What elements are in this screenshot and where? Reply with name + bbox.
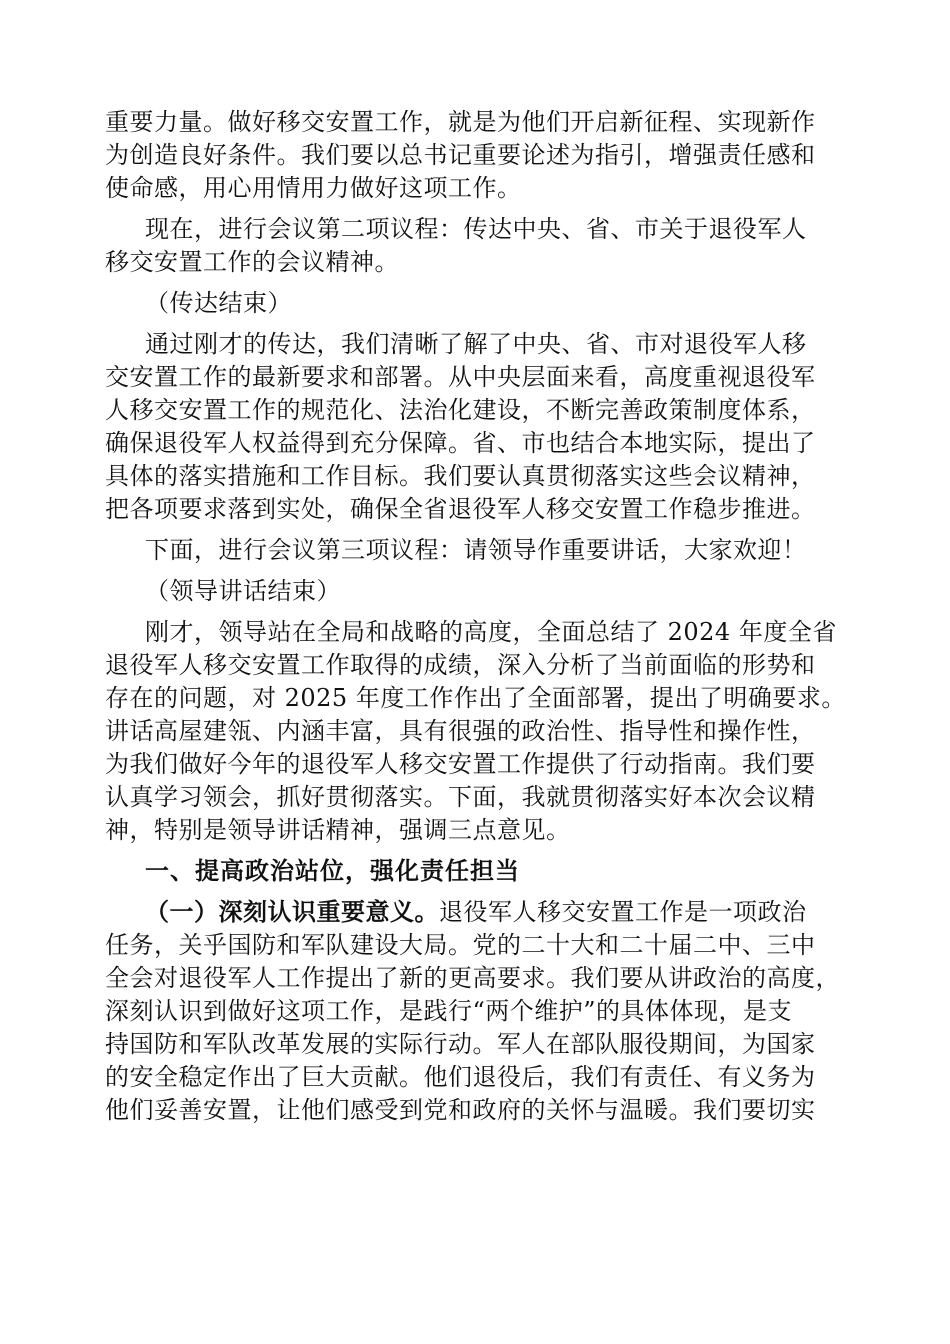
text-line: 交安置工作的最新要求和部署。从中央层面来看，高度重视退役军 [105,363,816,391]
text-run: 退役军人移交安置工作是一项政治 [439,898,807,926]
stage-note-text: （领导讲话结束） [145,577,341,605]
paragraph-2 [105,213,847,279]
text-line: 把各项要求落到实处，确保全省退役军人移交安置工作稳步推进。 [105,495,816,523]
text-line: 下面，进行会议第三项议程：请领导作重要讲话，大家欢迎！ [145,536,807,564]
text-line: 存在的问题，对 2025 年度工作作出了全面部署，提出了明确要求。 [105,684,846,712]
stage-note-2 [105,575,847,608]
text-line: 现在，进行会议第二项议程：传达中央、省、市关于退役军人 [145,215,807,243]
text-line: 人移交安置工作的规范化、法治化建设，不断完善政策制度体系， [105,396,816,424]
text-line: 神，特别是领导讲话精神，强调三点意见。 [105,816,571,844]
section-heading-1 [105,855,847,888]
text-line: 为我们做好今年的退役军人移交安置工作提供了行动指南。我们要 [105,750,816,778]
subheading-lead: （一）深刻认识重要意义。 [145,898,439,926]
text-line: 他们妥善安置，让他们感受到党和政府的关怀与温暖。我们要切实 [105,1096,816,1124]
text-line: 为创造良好条件。我们要以总书记重要论述为指引，增强责任感和 [105,141,816,169]
text-line: 确保退役军人权益得到充分保障。省、市也结合本地实际，提出了 [105,429,816,457]
text-line: 退役军人移交安置工作取得的成绩，深入分析了当前面临的形势和 [105,651,816,679]
stage-note-text: （传达结束） [145,289,292,317]
text-line: 重要力量。做好移交安置工作，就是为他们开启新征程、实现新作 [105,108,816,136]
text-line: 通过刚才的传达，我们清晰了解了中央、省、市对退役军人移 [145,330,807,358]
paragraph-4 [105,534,847,567]
text-line: 认真学习领会，抓好贯彻落实。下面，我就贯彻落实好本次会议精 [105,783,816,811]
text-line: 深刻认识到做好这项工作，是践行“两个维护”的具体体现，是支 [105,997,793,1025]
paragraph-6 [105,896,847,1127]
paragraph-5 [105,616,847,847]
paragraph-1 [105,106,847,205]
text-line: 讲话高屋建瓴、内涵丰富，具有很强的政治性、指导性和操作性， [105,717,816,745]
text-line: 持国防和军队改革发展的实际行动。军人在部队服役期间，为国家 [105,1030,816,1058]
text-line: 具体的落实措施和工作目标。我们要认真贯彻落实这些会议精神， [105,462,816,490]
stage-note-1 [105,287,847,320]
text-line: 全会对退役军人工作提出了新的更高要求。我们要从讲政治的高度， [105,964,840,992]
paragraph-3 [105,328,847,526]
text-line: 的安全稳定作出了巨大贡献。他们退役后，我们有责任、有义务为 [105,1063,816,1091]
document-page [105,106,847,1135]
text-line: 移交安置工作的会议精神。 [105,248,399,276]
text-line: 使命感，用心用情用力做好这项工作。 [105,174,522,202]
text-line: 刚才，领导站在全局和战略的高度，全面总结了 2024 年度全省 [145,618,837,646]
heading-text: 一、提高政治站位，强化责任担当 [145,857,520,885]
text-line: 任务，关乎国防和军队建设大局。党的二十大和二十届二中、三中 [105,931,816,959]
text-line-with-lead [105,896,847,929]
